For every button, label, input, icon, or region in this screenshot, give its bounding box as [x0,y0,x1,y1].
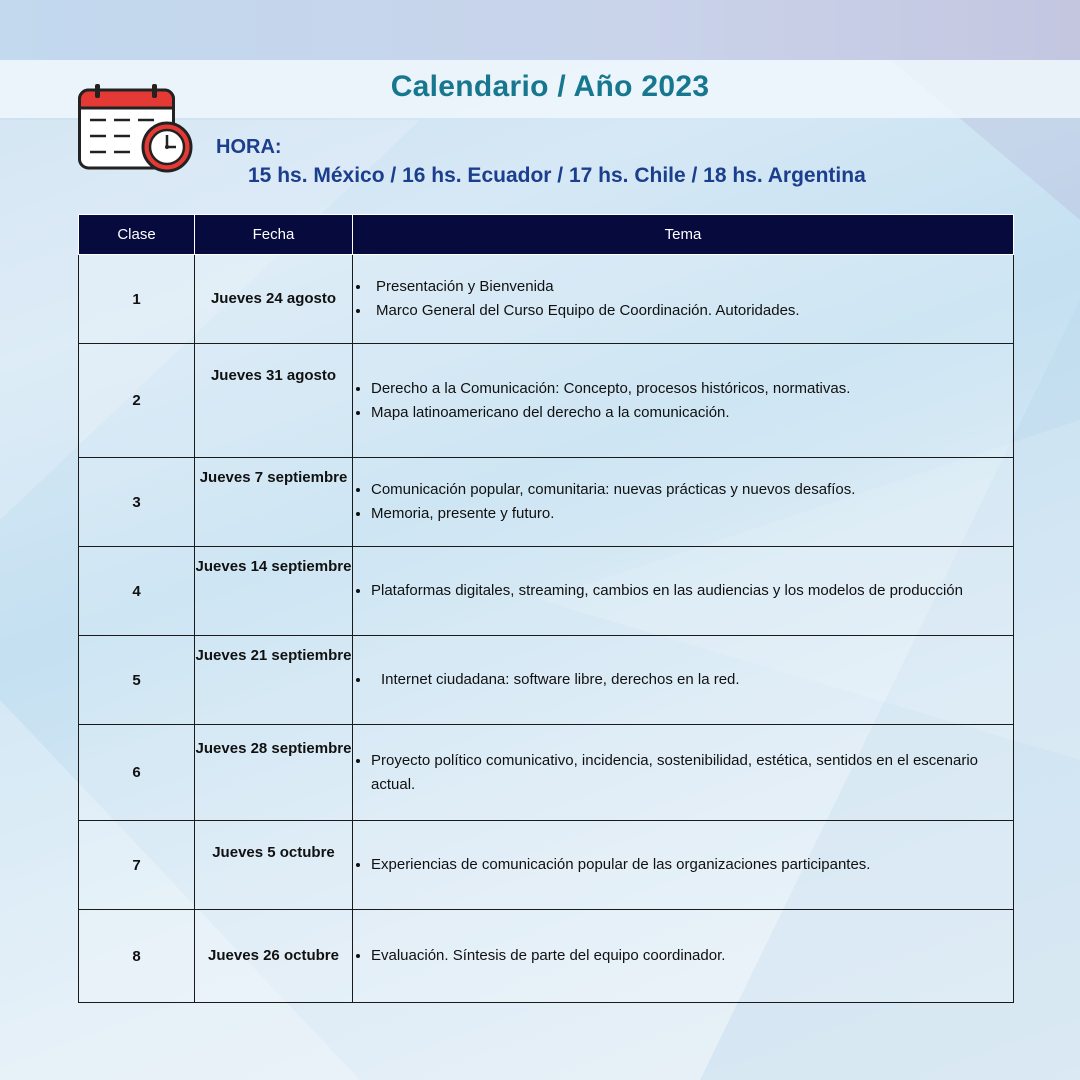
table-row [79,255,1014,344]
hora-label: HORA: [216,136,282,158]
header-fecha: Fecha [195,215,353,255]
fecha-cell: Jueves 24 agosto [195,255,353,344]
table-row [79,458,1014,547]
hora-text: 15 hs. México / 16 hs. Ecuador / 17 hs. Chile / 18 hs. Argentina [248,164,866,187]
clase-cell: 7 [79,821,195,910]
calendar-clock-icon [78,84,196,178]
tema-item: • Presentación y Bienvenida [371,275,1013,299]
tema-item: • Marco General del Curso Equipo de Coordinación. Autoridades. [371,299,1013,323]
tema-cell [353,344,1014,458]
clase-cell: 5 [79,636,195,725]
table-header-row [79,215,1014,255]
table-row [79,636,1014,725]
fecha-cell: Jueves 31 agosto [195,344,353,458]
top-band [0,0,1080,60]
clase-cell: 2 [79,344,195,458]
table-row [79,910,1014,1003]
tema-cell [353,547,1014,636]
clase-cell: 4 [79,547,195,636]
fecha-cell: Jueves 26 octubre [195,910,353,1003]
fecha-cell: Jueves 5 octubre [195,821,353,910]
page-title: Calendario / Año 2023 [390,70,710,103]
tema-item: • Comunicación popular, comunitaria: nuevas prácticas y nuevos desafíos. [371,478,1013,502]
table-row [79,547,1014,636]
table-row [79,821,1014,910]
schedule-table [78,214,1014,1003]
tema-cell [353,255,1014,344]
clase-cell: 3 [79,458,195,547]
tema-cell [353,636,1014,725]
fecha-cell: Jueves 7 septiembre [195,458,353,547]
header-tema: Tema [353,215,1014,255]
tema-item: • Mapa latinoamericano del derecho a la comunicación. [371,401,1013,425]
tema-cell [353,821,1014,910]
fecha-cell: Jueves 28 septiembre [195,725,353,821]
tema-item: • Derecho a la Comunicación: Concepto, procesos históricos, normativas. [371,377,1013,401]
tema-item: • Experiencias de comunicación popular de las organizaciones participantes. [371,853,1013,877]
tema-item: • Internet ciudadana: software libre, derechos en la red. [371,668,1013,692]
tema-cell [353,725,1014,821]
clase-cell: 8 [79,910,195,1003]
tema-item: • Plataformas digitales, streaming, cambios en las audiencias y los modelos de producción [371,579,1013,603]
tema-cell [353,910,1014,1003]
tema-cell [353,458,1014,547]
fecha-cell: Jueves 14 septiembre [195,547,353,636]
clase-cell: 1 [79,255,195,344]
tema-item: • Evaluación. Síntesis de parte del equipo coordinador. [371,944,1013,968]
fecha-cell: Jueves 21 septiembre [195,636,353,725]
clase-cell: 6 [79,725,195,821]
tema-item: • Memoria, presente y futuro. [371,502,1013,526]
header-clase: Clase [79,215,195,255]
tema-item: • Proyecto político comunicativo, incidencia, sostenibilidad, estética, sentidos en el escenario actual. [371,749,1013,797]
table-row [79,344,1014,458]
table-row [79,725,1014,821]
